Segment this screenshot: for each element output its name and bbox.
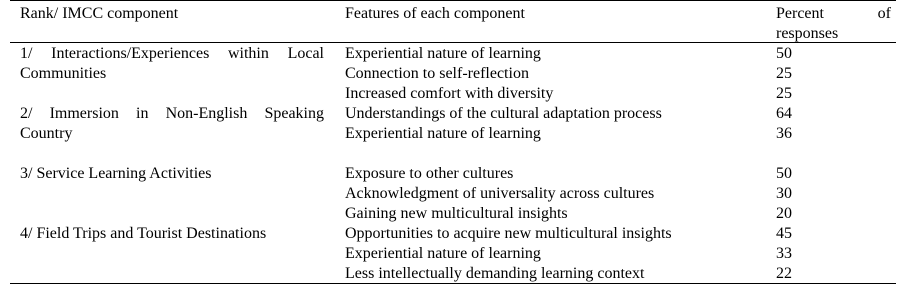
rank-3-label: 3/ Service Learning Activities: [20, 165, 212, 182]
percent-cell: 25: [776, 85, 792, 102]
feature-cell: Opportunities to acquire new multicultural insights: [345, 225, 672, 242]
percent-cell: 50: [776, 45, 792, 62]
feature-cell: Connection to self-reflection: [345, 65, 529, 82]
rank-2-label: 2/ Immersion in Non-English Speaking Country: [20, 105, 324, 142]
header-percent: [776, 4, 891, 44]
header-rule: [10, 42, 896, 43]
header-rank-component: Rank/ IMCC component: [20, 5, 179, 22]
header-responses-word: responses: [776, 25, 839, 42]
bottom-rule: [10, 283, 896, 284]
header-percent-word: Percent: [776, 5, 824, 22]
feature-cell: Increased comfort with diversity: [345, 85, 554, 102]
percent-cell: 25: [776, 65, 792, 82]
percent-cell: 22: [776, 265, 792, 282]
rank-1-label: 1/ Interactions/Experiences within Local Communities: [20, 45, 324, 82]
feature-cell: Gaining new multicultural insights: [345, 205, 568, 222]
percent-cell: 30: [776, 185, 792, 202]
percent-cell: 33: [776, 245, 792, 262]
top-rule: [10, 0, 896, 1]
feature-cell: Experiential nature of learning: [345, 45, 541, 62]
header-features: Features of each component: [345, 5, 525, 22]
feature-cell: Acknowledgment of universality across cultures: [345, 185, 655, 202]
feature-cell: Experiential nature of learning: [345, 245, 541, 262]
percent-cell: 20: [776, 205, 792, 222]
percent-cell: 50: [776, 165, 792, 182]
percent-cell: 64: [776, 105, 792, 122]
percent-cell: 45: [776, 225, 792, 242]
percent-cell: 36: [776, 125, 792, 142]
feature-cell: Understandings of the cultural adaptation process: [345, 105, 662, 122]
feature-cell: Less intellectually demanding learning context: [345, 265, 645, 282]
header-of-word: of: [877, 5, 891, 22]
feature-cell: Experiential nature of learning: [345, 125, 541, 142]
rank-4-label: 4/ Field Trips and Tourist Destinations: [20, 225, 267, 242]
feature-cell: Exposure to other cultures: [345, 165, 514, 182]
